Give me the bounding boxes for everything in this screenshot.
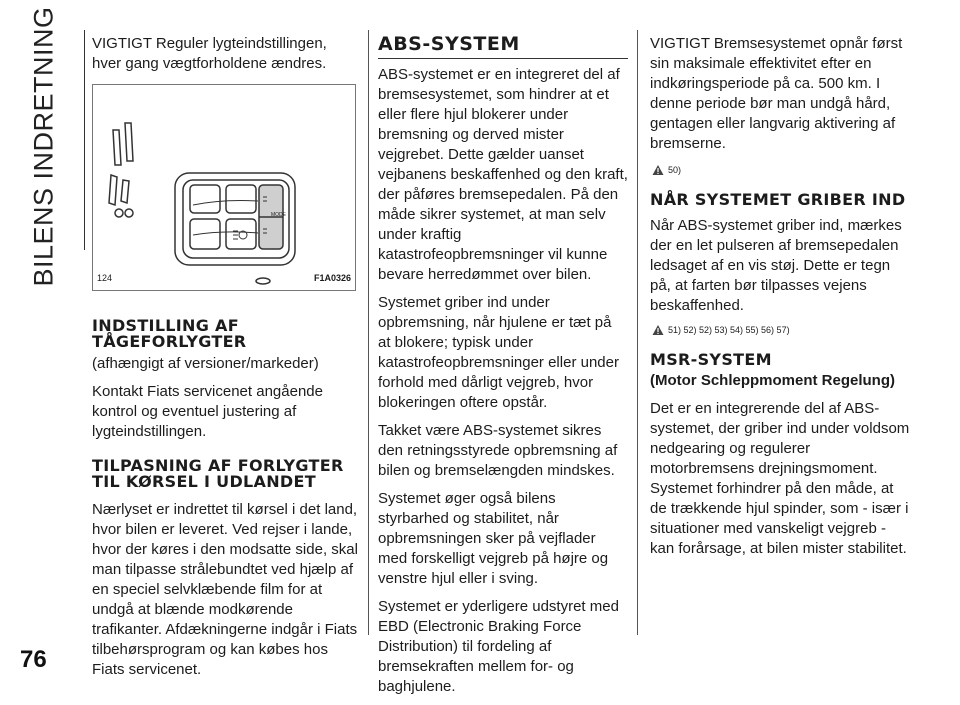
figure-number: 124 [97, 273, 113, 283]
abs-paragraph-5: Systemet er yderligere udstyret med EBD (Electronic Braking Force Distribution) til fordeling af bremsekraften mellem for- og baghjulene. [378, 598, 619, 695]
msr-text: Det er en integrerende del af ABS-systemet, der griber ind under voldsom nedgearing og regulerer motorbremsens drejningsmoment. Systemet forhindrer på den måde, at de trækkende hjul spinder, som - især i situationer med vanskeligt vejgreb - kan forårsage, at bilen mister stabilitet. [650, 400, 910, 557]
abs-paragraph-1: ABS-systemet er en integreret del af bremsesystemet, som hindrer at et eller flere hjul blokerer under bremsning og derved mister vejgrebet. Dette gælder uanset vejbanens beskaffenhed og den kraft, der påføres bremsepedalen. På den måde sikrer systemet, at man selv under kraftig katastrofeopbremsninger vil kunne bevare herredømmet over bilen. [378, 66, 628, 283]
intervention-heading: NÅR SYSTEMET GRIBER IND [650, 190, 906, 209]
brake-note: VIGTIGT Bremsesystemet opnår først sin maksimale effektivitet efter en indkøringsperiode på ca. 500 km. I denne periode bør man undgå hård, gentagen eller langvarig aktivering af bremserne. [650, 35, 903, 152]
adapt-heading: TILPASNING AF FORLYGTER TIL KØRSEL I UDLANDET [92, 456, 344, 491]
column-divider-1 [368, 30, 369, 635]
intervention-text: Når ABS-systemet griber ind, mærkes der en let pulseren af bremsepedalen ledsaget af en vis støj. Dette er tegn på, at farten bør tilpasses vejens beskaffenhed. [650, 217, 902, 314]
msr-heading: MSR-SYSTEM [650, 350, 772, 369]
column-divider-2 [637, 30, 638, 635]
side-section-title: BILENS INDRETNING [28, 5, 59, 287]
abs-paragraph-2: Systemet griber ind under opbremsning, når hjulene er tæt på at blokere; typisk under katastrofeopbremsninger eller under forhold med dårligt vejgreb, hvor blokeringen oftere opstår. [378, 294, 619, 411]
abs-paragraph-3: Takket være ABS-systemet sikres den retningsstyrede opbremsning af bilen og bremselængden mindskes. [378, 422, 618, 479]
fog-heading: INDSTILLING AF TÅGEFORLYGTER [92, 316, 247, 351]
warning-triangle-icon [652, 164, 664, 176]
warning-ref-1: 50) [652, 160, 910, 180]
adapt-text: Nærlyset er indrettet til kørsel i det land, hvor bilen er leveret. Ved rejser i lande, hvor der køres i den modsatte side, skal man tilpasse strålebundtet ved hjælp af en speciel selvklæbende film for at undgå at blænde modkørende trafikanter. Afdækningerne indgår i Fiats tilbehørsprogram og kan købes hos Fiats servicenet. [92, 501, 358, 678]
column-2 [378, 34, 628, 705]
fog-text: Kontakt Fiats servicenet angående kontrol og eventuel justering af lygteindstillingen. [92, 383, 323, 440]
column-3 [650, 34, 910, 567]
column-1 [92, 34, 358, 688]
msr-subheading: (Motor Schleppmoment Regelung) [650, 372, 895, 389]
fog-subheading: (afhængigt af versioner/markeder) [92, 355, 319, 372]
abs-paragraph-4: Systemet øger også bilens styrbarhed og stabilitet, når opbremsningen sker på vejflader med forskelligt vejgreb på højre og venstre hjul eller i sving. [378, 490, 609, 587]
side-rule [84, 30, 85, 250]
page-number: 76 [20, 646, 47, 673]
mode-button-label: MODE [271, 212, 286, 218]
warning-ref-2: 51) 52) 52) 53) 54) 55) 56) 57) [652, 320, 910, 340]
figure-code: F1A0326 [313, 273, 351, 283]
dashboard-switch-illustration [93, 85, 355, 290]
figure-fog-switch [92, 84, 356, 291]
intro-note: VIGTIGT Reguler lygteindstillingen, hver gang vægtforholdene ændres. [92, 35, 327, 72]
abs-heading: ABS-SYSTEM [378, 34, 628, 59]
warning-triangle-icon [652, 324, 664, 336]
